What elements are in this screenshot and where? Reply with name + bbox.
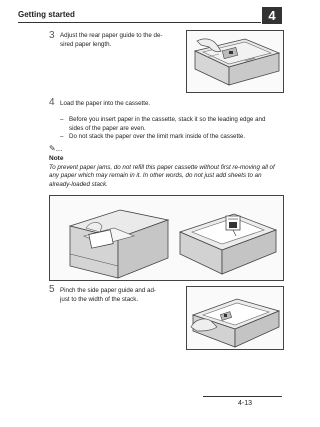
bullet-dash: – — [60, 116, 64, 123]
note-body: To prevent paper jams, do not refill this paper cassette without first re-moving all of any paper which may remain in it. In other words, do not just add sheets to an already-loaded stack. — [49, 164, 275, 188]
bullet-text: Do not stack the paper over the limit mark inside of the cassette. — [69, 133, 246, 140]
step-3-number: 3 — [49, 30, 55, 41]
step-3-text: Adjust the rear paper guide to the de- sired paper length. — [60, 32, 163, 48]
step-4-number: 4 — [49, 97, 55, 108]
header-title: Getting started — [18, 10, 75, 19]
bullet-item — [60, 133, 280, 142]
chapter-number-badge: 4 — [262, 7, 282, 24]
bullet-dash: – — [60, 133, 64, 140]
step-5-number: 5 — [49, 284, 55, 295]
side-paper-guide-illustration — [186, 286, 284, 350]
note-pencil-icon: ✎... — [49, 144, 63, 153]
note-heading: Note — [49, 155, 64, 162]
page-number: 4-13 — [238, 400, 253, 407]
step-4-text: Load the paper into the cassette. — [60, 100, 151, 107]
load-paper-illustration — [49, 195, 284, 281]
rear-paper-guide-illustration — [186, 30, 284, 93]
step-5-text: Pinch the side paper guide and ad- just to the width of the stack. — [60, 287, 156, 303]
header-rule — [18, 22, 261, 23]
bullet-text: Before you insert paper in the cassette, stack it so the leading edge and sides of the paper are even. — [69, 116, 266, 132]
footer-rule — [203, 396, 282, 397]
bullet-item — [60, 116, 280, 133]
